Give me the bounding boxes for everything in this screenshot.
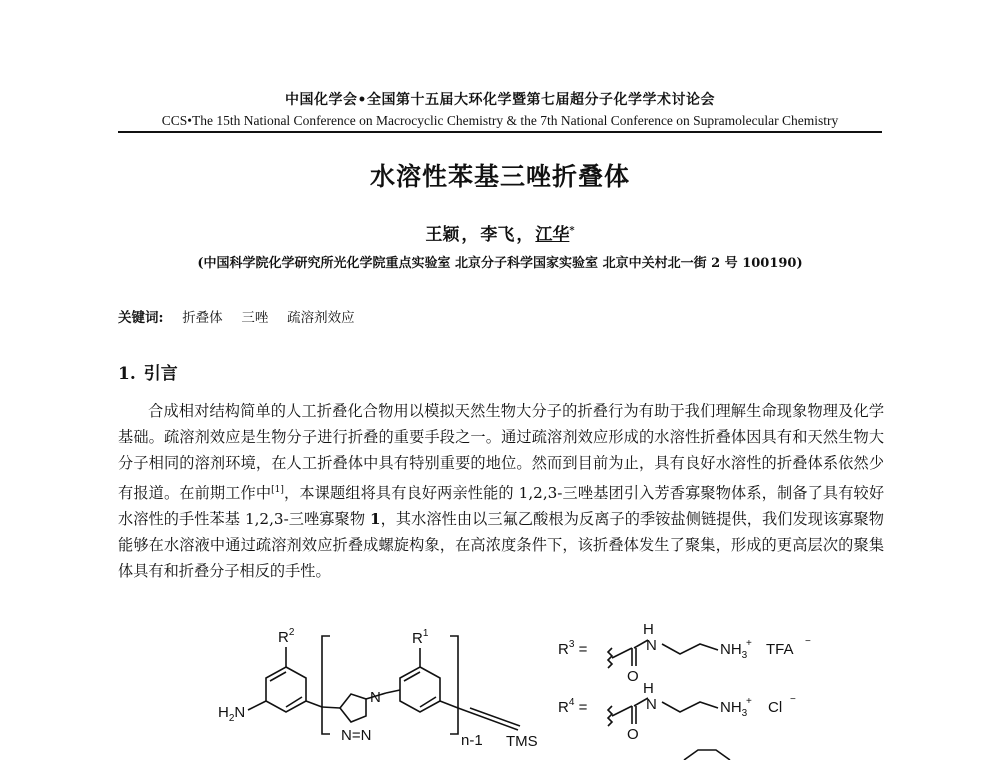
- repeat-bracket-left: [322, 636, 330, 734]
- triazole-ring: [340, 694, 366, 722]
- author-separator: ，: [516, 225, 534, 245]
- conference-title-en: CCS•The 15th National Conference on Macrocyclic Chemistry & the 7th National Conference on Supramolecular Chemistry: [161, 113, 839, 128]
- ammonium-label: $NH_3$: [720, 699, 748, 719]
- counterion-tfa-label: TFA: [766, 641, 794, 658]
- header-divider: [118, 131, 882, 133]
- svg-text:−: −: [790, 694, 796, 705]
- triazole-n2n3-label: N=N: [341, 727, 372, 744]
- paragraph-text: ，其水溶性由以三氟乙酸根为反离子的季铵盐侧链提供，我们发现该寡聚物能够在水溶液中通过疏溶剂效应折叠成螺旋构象，在高浓度条件下，该折叠体发生了聚集，形成的更高层次的聚集体具有和折叠分子相反的手性。: [118, 509, 884, 581]
- amine-label: $H_2N$: [218, 704, 246, 724]
- corresponding-mark: *: [569, 225, 575, 237]
- paragraph-text: 合成相对结构简单的人工折叠化合物用以模拟天然生物大分子的折叠行为有助于我们理解生命现象物理及化学基础。疏溶剂效应是生物分子进行折叠的重要手段之一。通过疏溶剂效应形成的水溶性折叠体因具有和天然生物大分子相同的溶剂环境，在人工折叠体中具有特别重要的地位。然而到目前为止，具有良好水溶性的折叠体系依然少有报道。在前期工作中: [118, 402, 884, 502]
- benzene-ring: [400, 667, 440, 712]
- ammonium-label: $NH_3$: [720, 641, 748, 661]
- section-title: 引言: [143, 364, 178, 384]
- corresponding-author-name: 江华: [535, 225, 570, 245]
- tms-label: TMS: [506, 733, 538, 750]
- author-name: 王颖: [425, 225, 460, 245]
- alkyne-bond: [458, 708, 518, 730]
- keyword: 三唑: [241, 310, 269, 326]
- r3-definition-label: $R^3$ =: [558, 639, 588, 658]
- amide-h-label: H: [643, 621, 654, 638]
- section-number: 1.: [118, 364, 136, 384]
- author-separator: ，: [461, 225, 479, 245]
- keywords-label: 关键词:: [118, 310, 164, 326]
- repeat-count-label: n-1: [461, 732, 483, 749]
- r4-definition-label: $R^4$ =: [558, 697, 588, 716]
- affiliation: (中国科学院化学研究所光化学院重点实验室 北京分子科学国家实验室 北京中关村北一街 2 号 100190): [197, 256, 803, 271]
- svg-text:+: +: [746, 638, 752, 649]
- benzene-ring: [266, 667, 306, 712]
- triazole-n1-label: N: [370, 689, 381, 706]
- carbonyl-o-label: O: [627, 668, 639, 685]
- conference-title-cn: 中国化学会•全国第十五届大环化学暨第七届超分子化学学术讨论会: [285, 92, 715, 108]
- svg-text:+: +: [746, 696, 752, 707]
- keyword: 折叠体: [182, 310, 223, 326]
- substituent-label-r1: $R^1$: [412, 628, 429, 647]
- citation-ref: [1]: [271, 484, 284, 495]
- keywords-line: [118, 306, 355, 326]
- introduction-paragraph: [118, 398, 884, 584]
- author-list: [0, 220, 1000, 245]
- amide-n-label: N: [646, 637, 657, 654]
- chemical-structure-scheme: [0, 610, 1000, 760]
- section-heading: [118, 359, 178, 384]
- compound-number: 1: [369, 509, 381, 528]
- substituent-label-r2: $R^2$: [278, 627, 295, 646]
- keyword: 疏溶剂效应: [287, 310, 355, 326]
- repeat-bracket-right: [450, 636, 458, 734]
- svg-text:−: −: [805, 636, 811, 647]
- carbonyl-o-label: O: [627, 726, 639, 743]
- amide-h-label: H: [643, 680, 654, 697]
- amide-n-label: N: [646, 696, 657, 713]
- paragraph-text: ，本课题组将具有良好两亲性能的 1,2,3-三唑基团引入芳香寡聚物体系，制备了具有较好水溶性的手性苯基 1,2,3-三唑寡聚物: [118, 483, 885, 528]
- author-name: 李飞: [480, 225, 515, 245]
- paper-title: 水溶性苯基三唑折叠体: [369, 162, 630, 191]
- counterion-cl-label: Cl: [768, 699, 783, 716]
